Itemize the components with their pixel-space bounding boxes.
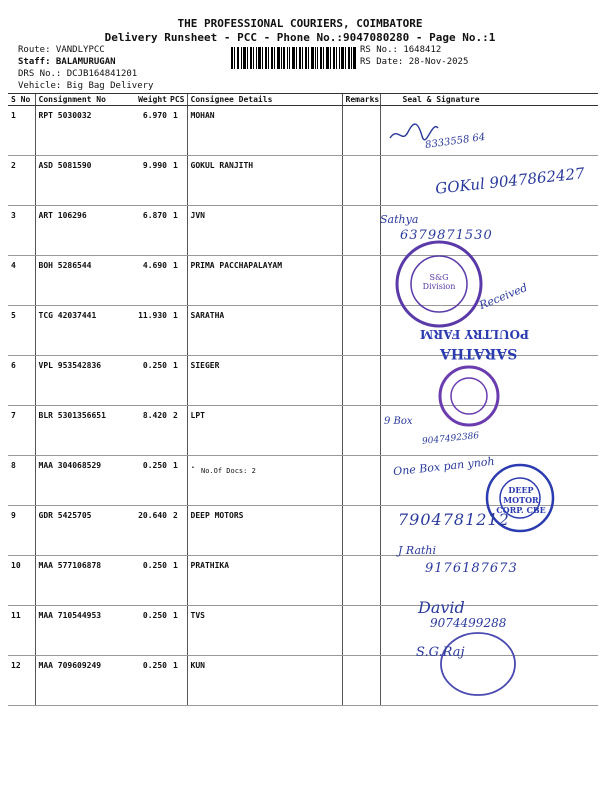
cell-remarks — [342, 106, 380, 156]
cell-remarks — [342, 406, 380, 456]
cell-weight: 9.990 — [120, 156, 170, 206]
handwritten-note: One Box pan ynoh — [392, 454, 496, 479]
barcode — [231, 47, 356, 69]
rs-date: RS Date: 28-Nov-2025 — [360, 57, 469, 67]
cell-pcs: 1 — [170, 656, 187, 706]
cell-pcs: 1 — [170, 156, 187, 206]
table-row — [8, 106, 598, 156]
cell-sno: 7 — [8, 406, 35, 456]
cell-sno: 2 — [8, 156, 35, 206]
cell-consignee: SARATHA — [187, 306, 342, 356]
cell-sno: 3 — [8, 206, 35, 256]
table-row — [8, 356, 598, 406]
handwritten-note: 9074499288 — [430, 616, 507, 630]
cell-sno: 8 — [8, 456, 35, 506]
cell-weight: 6.870 — [120, 206, 170, 256]
cell-weight: 0.250 — [120, 606, 170, 656]
runsheet-subtitle: Delivery Runsheet - PCC - Phone No.:9047080280 - Page No.:1 — [104, 31, 496, 44]
cell-consignee: PRIMA PACCHAPALAYAM — [187, 256, 342, 306]
cell-consignment: ART 106296 — [35, 206, 120, 256]
drs-label: DRS No.: DCJB164841201 — [18, 69, 138, 79]
staff-label: Staff: BALAMURUGAN — [18, 57, 116, 67]
cell-consignment: MAA 709609249 — [35, 656, 120, 706]
cell-consignee: DEEP MOTORS — [187, 506, 342, 556]
rs-number: RS No.: 1648412 — [360, 45, 442, 55]
cell-pcs: 1 — [170, 306, 187, 356]
cell-consignment: ASD 5081590 — [35, 156, 120, 206]
cell-sno: 1 — [8, 106, 35, 156]
cell-remarks — [342, 556, 380, 606]
cell-consignee: MOHAN — [187, 106, 342, 156]
handwritten-note: Received — [477, 280, 530, 313]
cell-sno: 9 — [8, 506, 35, 556]
cell-remarks — [342, 456, 380, 506]
col-header-weight: Weight — [120, 94, 170, 106]
cell-sno: 12 — [8, 656, 35, 706]
cell-sno: 10 — [8, 556, 35, 606]
handwritten-note: David — [418, 598, 465, 617]
cell-consignment: VPL 953542836 — [35, 356, 120, 406]
cell-sno: 5 — [8, 306, 35, 356]
cell-weight: 20.640 — [120, 506, 170, 556]
cell-sno: 4 — [8, 256, 35, 306]
cell-remarks — [342, 306, 380, 356]
cell-consignee: . — [187, 456, 342, 506]
company-stamp — [438, 630, 518, 698]
handwritten-note: 6379871530 — [400, 228, 493, 243]
table-header-row — [8, 94, 598, 106]
company-stamp — [437, 364, 501, 428]
cell-consignment: MAA 710544953 — [35, 606, 120, 656]
handwritten-note: 7904781212 — [398, 510, 510, 529]
cell-weight: 0.250 — [120, 356, 170, 406]
cell-pcs: 1 — [170, 206, 187, 256]
cell-consignee: LPT — [187, 406, 342, 456]
handwritten-note: 9176187673 — [425, 561, 518, 576]
col-header-sno: S No — [8, 94, 35, 106]
cell-pcs: 1 — [170, 556, 187, 606]
col-header-consignment: Consignment No — [35, 94, 120, 106]
cell-weight: 6.970 — [120, 106, 170, 156]
docs-note: No.Of Docs: 2 — [201, 467, 256, 475]
cell-weight: 0.250 — [120, 556, 170, 606]
cell-sno: 11 — [8, 606, 35, 656]
handwritten-note: 9047492386 — [421, 431, 480, 447]
cell-weight: 4.690 — [120, 256, 170, 306]
handwritten-note: J Rathi — [398, 544, 437, 557]
cell-consignment: BOH 5286544 — [35, 256, 120, 306]
cell-weight: 0.250 — [120, 656, 170, 706]
cell-consignee: SIEGER — [187, 356, 342, 406]
col-header-remarks: Remarks — [342, 94, 380, 106]
vehicle-label: Vehicle: Big Bag Delivery — [18, 81, 154, 91]
handwritten-note: Sathya — [380, 213, 419, 226]
stamp-text: S&G Division — [422, 273, 456, 291]
stamp-text: SARATHA — [440, 345, 518, 361]
cell-remarks — [342, 506, 380, 556]
cell-remarks — [342, 156, 380, 206]
cell-remarks — [342, 256, 380, 306]
cell-pcs: 1 — [170, 606, 187, 656]
company-title: THE PROFESSIONAL COURIERS, COIMBATORE — [177, 17, 423, 30]
col-header-consignee: Consignee Details — [187, 94, 342, 106]
stamp-text: DEEP MOTOR CORP. CBE — [496, 485, 546, 515]
handwritten-note: S.G.Raj — [416, 645, 465, 660]
cell-consignment: GDR 5425705 — [35, 506, 120, 556]
handwritten-note: 9 Box — [384, 416, 413, 427]
handwritten-note: 8333558 64 — [424, 131, 486, 152]
cell-consignee: TVS — [187, 606, 342, 656]
cell-pcs: 1 — [170, 356, 187, 406]
cell-remarks — [342, 606, 380, 656]
table-row — [8, 406, 598, 456]
cell-consignee: PRATHIKA — [187, 556, 342, 606]
cell-pcs: 1 — [170, 106, 187, 156]
cell-weight: 0.250 — [120, 456, 170, 506]
cell-pcs: 2 — [170, 506, 187, 556]
cell-consignment: MAA 577106878 — [35, 556, 120, 606]
cell-pcs: 1 — [170, 256, 187, 306]
stamp-text: POULTRY FARM — [420, 327, 530, 341]
cell-consignment: BLR 5301356651 — [35, 406, 120, 456]
col-header-seal: Seal & Signature — [380, 94, 598, 106]
cell-remarks — [342, 656, 380, 706]
cell-weight: 11.930 — [120, 306, 170, 356]
cell-pcs: 1 — [170, 456, 187, 506]
cell-remarks — [342, 206, 380, 256]
cell-consignee: KUN — [187, 656, 342, 706]
cell-consignee: JVN — [187, 206, 342, 256]
cell-pcs: 2 — [170, 406, 187, 456]
cell-consignment: RPT 5030032 — [35, 106, 120, 156]
route-label: Route: VANDLYPCC — [18, 45, 105, 55]
cell-consignment: TCG 42037441 — [35, 306, 120, 356]
cell-remarks — [342, 356, 380, 406]
col-header-pcs: PCS — [170, 94, 187, 106]
cell-sno: 6 — [8, 356, 35, 406]
cell-weight: 8.420 — [120, 406, 170, 456]
table-row — [8, 206, 598, 256]
handwritten-note: GOKul 9047862427 — [434, 164, 586, 198]
cell-consignment: MAA 304068529 — [35, 456, 120, 506]
cell-consignee: GOKUL RANJITH — [187, 156, 342, 206]
